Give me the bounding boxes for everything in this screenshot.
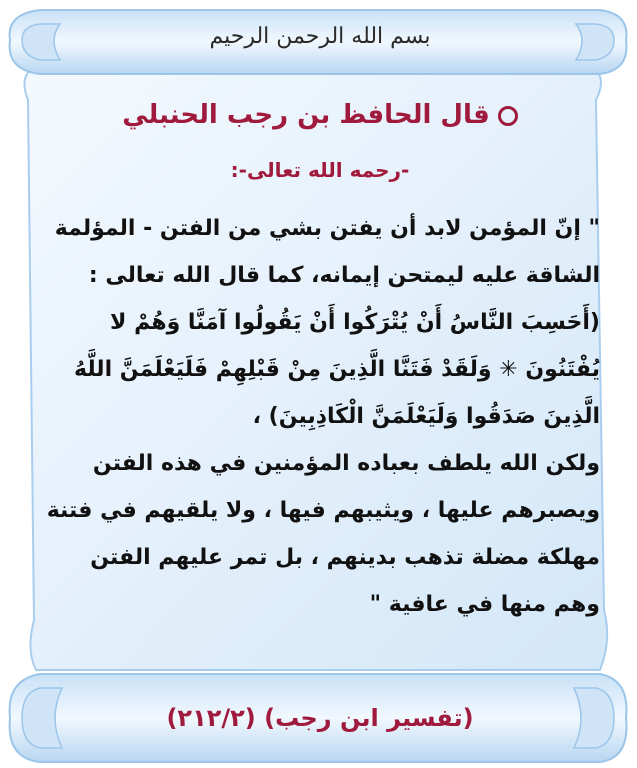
quote-line: الشاقة عليه ليمتحن إيمانه، كما قال الله تعالى :	[88, 263, 600, 288]
quote-line: ولكن الله يلطف بعباده المؤمنين في هذه الفتن	[92, 451, 600, 476]
quote-line: الَّذِينَ صَدَقُوا وَلَيَعْلَمَنَّ الْكَاذِبِينَ) ،	[252, 404, 600, 429]
quote-line: وهم منها في عافية "	[369, 592, 600, 617]
quote-body	[40, 205, 600, 628]
page-title	[40, 100, 600, 130]
source-citation: (تفسير ابن رجب) (٢١٢/٢)	[166, 704, 474, 732]
circle-bullet-icon	[498, 106, 518, 126]
subheading: -رحمه الله تعالى-:	[230, 158, 410, 182]
quote-line: يُفْتَنُونَ ✳ وَلَقَدْ فَتَنَّا الَّذِينَ مِنْ قَبْلِهِمْ فَلَيَعْلَمَنَّ اللَّهُ	[73, 357, 600, 382]
scroll-content	[40, 0, 600, 768]
quote-line: (أَحَسِبَ النَّاسُ أَنْ يُتْرَكُوا أَنْ يَقُولُوا آمَنَّا وَهُمْ لا	[110, 310, 600, 335]
quote-line: مهلكة مضلة تذهب بدينهم ، بل تمر عليهم الفتن	[90, 545, 600, 570]
quote-line: ويصبرهم عليها ، ويثيبهم فيها ، ولا يلقيهم في فتنة	[46, 498, 600, 523]
page-title-text: قال الحافظ بن رجب الحنبلي	[122, 100, 490, 130]
quote-line: " إنّ المؤمن لابد أن يفتن بشي من الفتن - المؤلمة	[54, 216, 600, 241]
basmala-calligraphy: بسم الله الرحمن الرحيم	[209, 24, 431, 49]
